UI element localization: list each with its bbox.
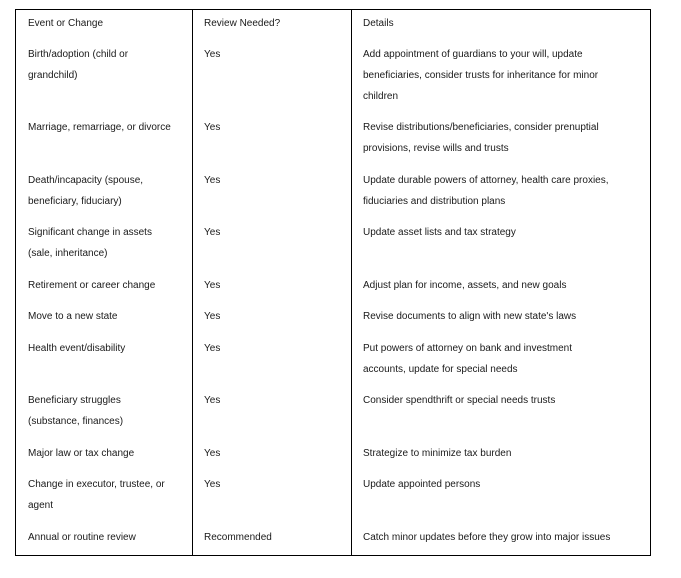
- event-cell: Birth/adoption (child or grandchild): [28, 49, 129, 81]
- details-cell: Revise distributions/beneficiaries, consider prenuptial provisions, revise wills and trusts: [363, 122, 599, 154]
- event-cell: Retirement or career change: [28, 280, 156, 291]
- review-cell: Recommended: [204, 532, 272, 543]
- event-cell: Beneficiary struggles (substance, finances): [28, 395, 124, 427]
- review-cell: Yes: [204, 122, 221, 133]
- header-event: Event or Change: [28, 18, 104, 29]
- review-cell: Yes: [204, 311, 221, 322]
- details-cell: Update appointed persons: [363, 479, 481, 490]
- review-cell: Yes: [204, 49, 221, 60]
- details-cell: Adjust plan for income, assets, and new goals: [363, 280, 567, 291]
- details-cell: Update asset lists and tax strategy: [363, 227, 516, 238]
- review-cell: Yes: [204, 479, 221, 490]
- details-cell: Put powers of attorney on bank and investment accounts, update for special needs: [363, 343, 573, 375]
- event-cell: Health event/disability: [28, 343, 126, 354]
- event-cell: Significant change in assets (sale, inheritance): [28, 227, 152, 259]
- details-cell: Add appointment of guardians to your will, update beneficiaries, consider trusts for inheritance for minor children: [363, 49, 599, 102]
- details-cell: Revise documents to align with new state's laws: [363, 311, 577, 322]
- review-cell: Yes: [204, 395, 221, 406]
- review-cell: Yes: [204, 280, 221, 291]
- header-details: Details: [363, 18, 394, 29]
- review-cell: Yes: [204, 448, 221, 459]
- event-cell: Annual or routine review: [28, 532, 136, 543]
- review-cell: Yes: [204, 227, 221, 238]
- estate-review-table: [15, 9, 651, 556]
- event-cell: Marriage, remarriage, or divorce: [28, 122, 171, 133]
- column-divider: [192, 10, 193, 555]
- event-cell: Move to a new state: [28, 311, 118, 322]
- details-cell: Catch minor updates before they grow into major issues: [363, 532, 611, 543]
- header-review: Review Needed?: [204, 18, 281, 29]
- details-cell: Update durable powers of attorney, health care proxies, fiduciaries and distribution plans: [363, 175, 609, 207]
- event-cell: Change in executor, trustee, or agent: [28, 479, 165, 511]
- details-cell: Consider spendthrift or special needs trusts: [363, 395, 556, 406]
- column-divider: [351, 10, 352, 555]
- review-cell: Yes: [204, 343, 221, 354]
- event-cell: Major law or tax change: [28, 448, 135, 459]
- review-cell: Yes: [204, 175, 221, 186]
- details-cell: Strategize to minimize tax burden: [363, 448, 512, 459]
- event-cell: Death/incapacity (spouse, beneficiary, fiduciary): [28, 175, 144, 207]
